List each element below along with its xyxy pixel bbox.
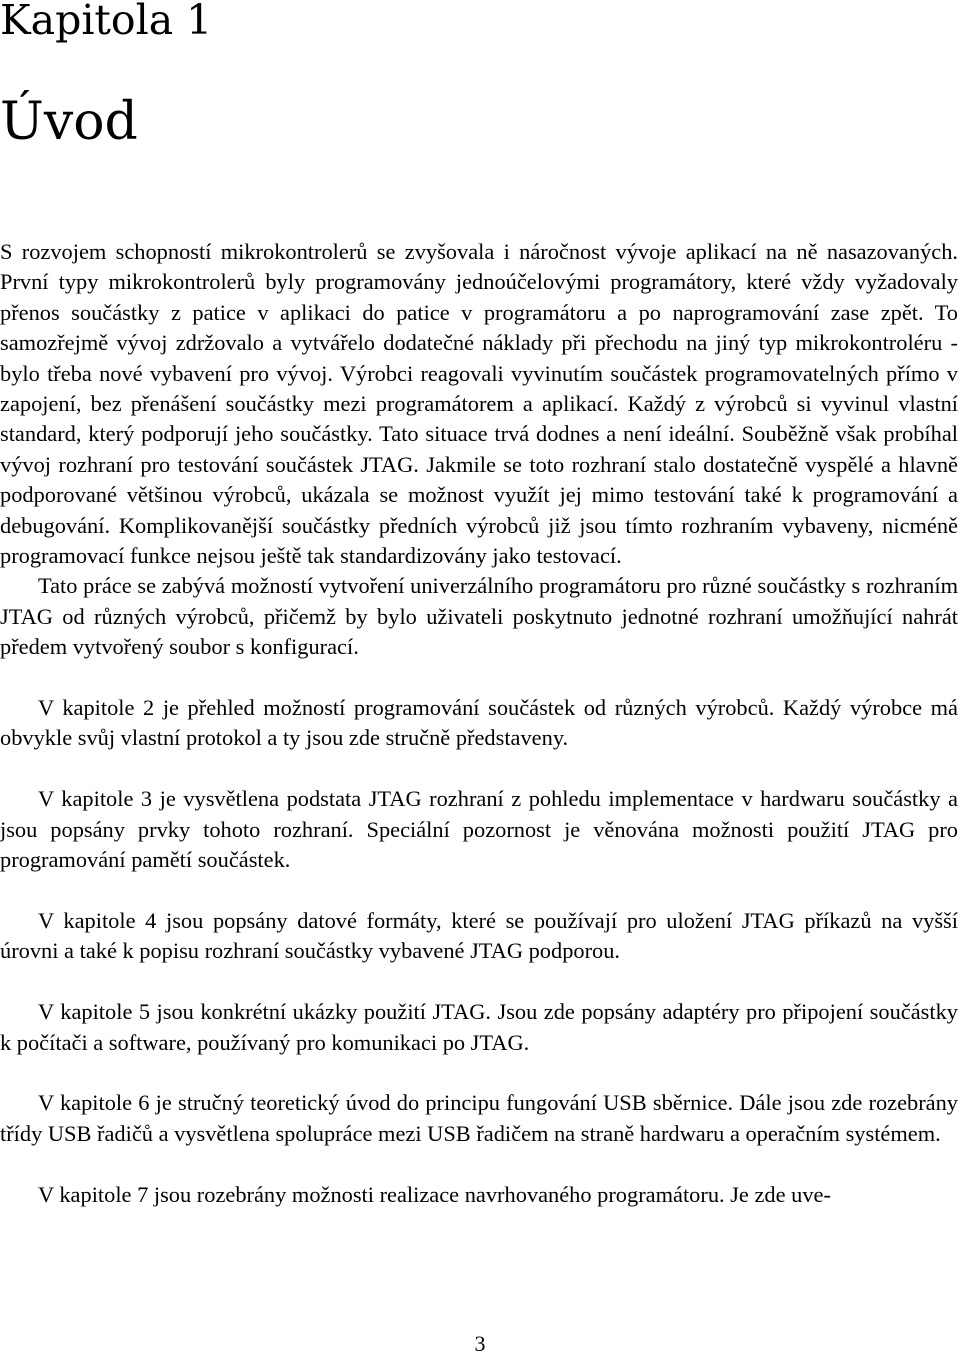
paragraph-chapter-2: V kapitole 2 je přehled možností programování součástek od různých výrobců. Každý výrobce má obvykle svůj vlastní protokol a ty jsou zde stručně představeny. bbox=[0, 695, 958, 751]
paragraph-chapter-5: V kapitole 5 jsou konkrétní ukázky použití JTAG. Jsou zde popsány adaptéry pro připojení součástky k počítači a software, používaný pro komunikaci po JTAG. bbox=[0, 999, 958, 1055]
chapter-label: Kapitola 1 bbox=[0, 0, 213, 44]
paragraph-chapter-6: V kapitole 6 je stručný teoretický úvod do principu fungování USB sběrnice. Dále jsou zde rozebrány třídy USB řadičů a vysvětlena spolupráce mezi USB řadičem na straně hardwaru a operačním systémem. bbox=[0, 1090, 958, 1146]
paragraph-chapter-4: V kapitole 4 jsou popsány datové formáty, které se používají pro uložení JTAG příkazů na vyšší úrovni a také k popisu rozhraní součástky vybavené JTAG podporou. bbox=[0, 907, 958, 964]
paragraph-chapter-3: V kapitole 3 je vysvětlena podstata JTAG rozhraní z pohledu implementace v hardwaru součástky a jsou popsány prvky tohoto rozhraní. Speciální pozornost je věnována možnosti použití JTAG pro programování pamětí součástek. bbox=[0, 786, 958, 873]
paragraph-goal: Tato práce se zabývá možností vytvoření univerzálního programátoru pro různé součástky s rozhraním JTAG od různých výrobců, přičemž by bylo uživateli poskytnuto jednotné rozhraní umožňující nahrát předem vytvořený soubor s konfigurací. bbox=[0, 573, 958, 660]
paragraph-chapter-7: V kapitole 7 jsou rozebrány možnosti realizace navrhovaného programátoru. Je zde uve- bbox=[38, 1181, 831, 1207]
body-text bbox=[0, 237, 958, 1210]
paragraph-intro: S rozvojem schopností mikrokontrolerů se zvyšovala i náročnost vývoje aplikací na ně nasazovaných. První typy mikrokontrolerů byly programovány jednoúčelovými programátory, které vždy vyžadovaly přenos součástky z patice v aplikaci do patice v programátoru a po naprogramování zase zpět. To samozřejmě vývoj zdržovalo a vytvářelo dodatečné náklady při přechodu na jiný typ mikrokontroléru - bylo třeba nové vybavení pro vývoj. Výrobci reagovali vyvinutím součástek programovatelných přímo v zapojení, bez přenášení součástky mezi programátorem a aplikací. Každý z výrobců si vyvinul vlastní standard, který podporují jeho součástky. Tato situace trvá dodnes a není ideální. Souběžně však probíhal vývoj rozhraní pro testování součástek JTAG. Jakmile se toto rozhraní stalo dostatečně vyspělé a hlavně podporované většinou výrobců, ukázala se možnost využít jej mimo testování také k programování a debugování. Komplikovanější součástky předních výrobců již jsou tímto rozhraním vybaveny, nicméně programovací funkce nejsou ještě tak standardizovány jako testovací. bbox=[0, 239, 958, 569]
page-number: 3 bbox=[474, 1331, 486, 1356]
chapter-title: Úvod bbox=[0, 92, 138, 152]
